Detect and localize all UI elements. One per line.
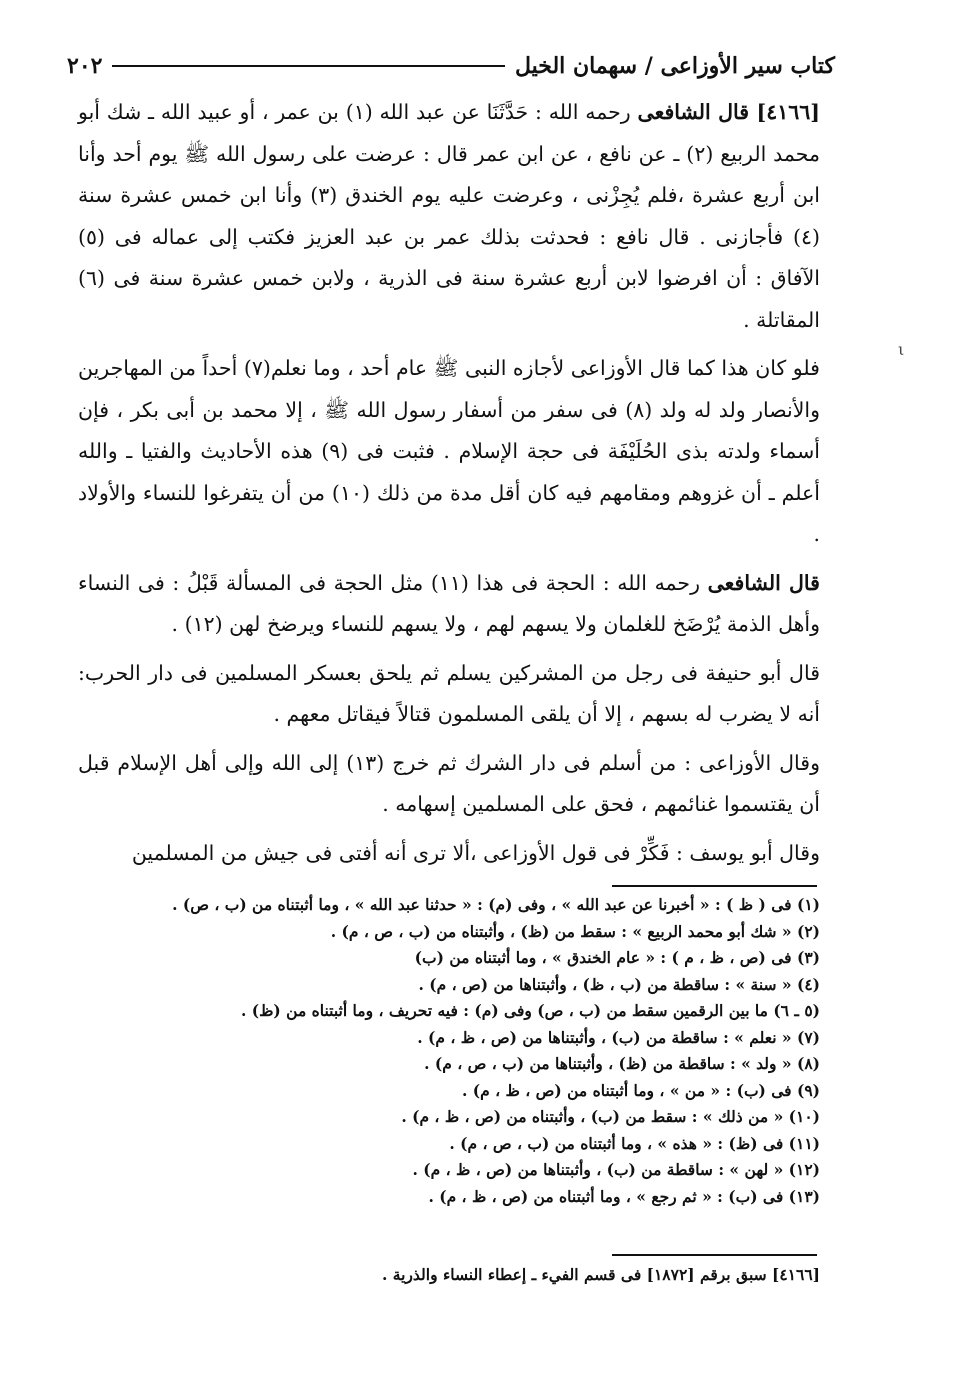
paragraph-1 [78,92,820,341]
footnote: (١٣) فى (ب) : « ثم رجع » ، وما أثبتناه من (ص ، ظ ، م) . [428,1186,820,1206]
footnote: (٣) فى (ص ، ظ ، م ) : « عام الخندق » ، وما أثبتناه من (ب) [414,948,820,967]
paragraph-text: قال أبو حنيفة فى رجل من المشركين يسلم ثم يلحق بعسكر المسلمين فى دار الحرب: أنه لا يضرب له بسهم ، إلا أن يلقى المسلمون قتالاً فيقاتل معهم . [78,660,820,726]
paragraph-3 [78,563,820,646]
footnote: (١١) فى (ظ) : « هذه » ، وما أثبتناه من (ب ، ص ، م) . [449,1133,820,1153]
footnote: (٢) « شك أبو محمد الربيع » : سقط من (ظ) ، وأثبتناه من (ب ، ص ، م) . [330,921,820,941]
paragraph-5 [78,743,820,826]
footnote: (٤) « سنة » : ساقطة من (ب ، ظ) ، وأثبتناها من (ص ، م) . [418,974,820,994]
footnote: (١٢) « لهن » : ساقطة من (ب) ، وأثبتناها من (ص ، ظ ، م) . [412,1160,820,1179]
cross-reference-divider [612,1254,817,1256]
footnote: (١٠) « من ذلك » : سقط من (ب) ، وأثبتناه من (ص ، ظ ، م) . [401,1107,820,1126]
footnotes [120,892,820,1210]
paragraph-text: وقال أبو يوسف : فَكِّرْ فى قول الأوزاعى ،ألا ترى أنه أفتى فى جيش من المسلمين [131,840,820,865]
paragraph-6 [78,833,820,875]
page-number: ٢٠٢ [67,53,103,79]
footnote: (١) فى ( ظ ) : « أخبرنا عن عبد الله » ، وفى (م) : « حدثنا عبد الله » ، وما أثبتناه من (ب ، ص) . [172,895,820,914]
footnote: (٩) فى (ب) : « من » ، وما أثبتناه من (ص ، ظ ، م) . [462,1080,820,1100]
margin-mark: ι [898,340,905,359]
footnote: (٨) « ولد » : ساقطة من (ظ) ، وأثبتناها من (ب ، ص ، م) . [424,1054,820,1073]
footnote: (٧) « نعلم » : ساقطة من (ب) ، وأثبتناها من (ص ، ظ ، م) . [417,1027,820,1047]
main-text [78,92,820,881]
paragraph-text: رحمه الله : حَدَّثَنَا عن عبد الله (١) بن عمر ، أو عبيد الله ـ شك أبو محمد الربيع (٢) ـ عن نافع ، عن ابن عمر قال : عرضت على رسول الله ﷺ يوم أحد وأنا ابن أربع عشرة ،فلم يُجِزْنى ، وعرضت عليه يوم الخندق (٣) وأنا ابن خمس عشرة سنة (٤) فأجازنى . قال نافع : فحدثت بذلك عمر بن عبد العزيز فكتب إلى عماله فى (٥) الآفاق : أن افرضوا لابن أربع عشرة سنة فى الذرية ، ولابن خمس عشرة سنة فى (٦) المقاتلة . [78,100,820,332]
footnote: (٥ ـ ٦) ما بين الرقمين سقط من (ب ، ص) وفى (م) : فيه تحريف ، وما أثبتناه من (ظ) . [240,1001,820,1020]
paragraph-2 [78,348,820,556]
paragraph-text: فلو كان هذا كما قال الأوزاعى لأجازه النبى ﷺ عام أحد ، وما نعلم(٧) أحداً من المهاجرين والأنصار ولد له ولد (٨) فى سفر من أسفار رسول الله ﷺ ، إلا محمد بن أبى بكر ، فإن أسماء ولدته بذى الحُلَيْفَة فى حجة الإسلام . فثبت فى (٩) هذه الأحاديث والفتيا ـ والله أعلم ـ أن غزوهم ومقامهم فيه كان أقل مدة من ذلك (١٠) من أن يتفرغوا للنساء والأولاد . [78,356,820,546]
paragraph-ref: [٤١٦٦] قال الشافعى [637,100,820,124]
cross-reference-note: [٤١٦٦] سبق برقم [١٨٧٢] فى قسم الفيء ـ إعطاء النساء والذرية . [382,1265,820,1284]
running-header [55,48,835,84]
paragraph-ref: قال الشافعى [707,570,820,595]
paragraph-4 [78,653,820,736]
paragraph-text: وقال الأوزاعى : من أسلم فى دار الشرك ثم خرج (١٣) إلى الله وإلى أهل الإسلام قبل أن يقتسموا غنائمهم ، فحق على المسلمين إسهامه . [78,750,820,816]
header-title: كتاب سير الأوزاعى / سهمان الخيل [514,53,835,79]
footnote-divider [612,885,817,887]
header-rule [112,65,505,67]
paragraph-text: رحمه الله : الحجة فى هذا (١١) مثل الحجة فى المسألة قَبْلُ : فى النساء وأهل الذمة يُرْضَخ للغلمان ولا يسهم لهم ، ولا يسهم للنساء ويرضخ لهن (١٢) . [78,570,820,636]
